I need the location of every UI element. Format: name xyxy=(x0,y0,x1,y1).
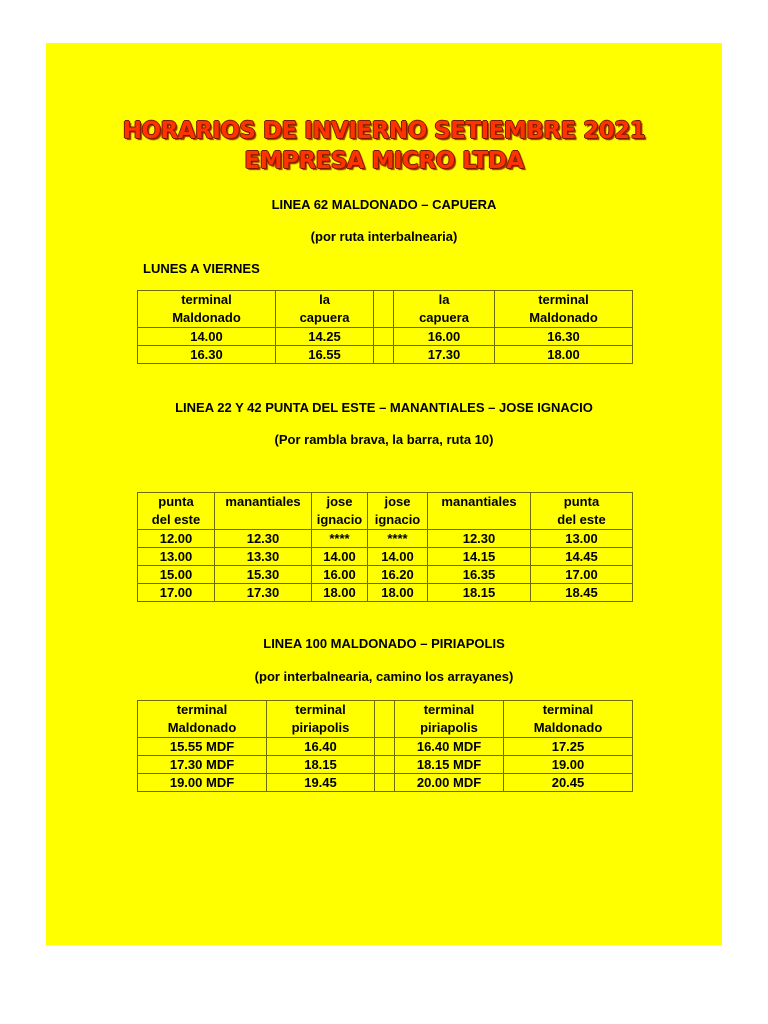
table-cell: 14.25 xyxy=(276,328,374,346)
line100-column-header xyxy=(375,701,395,738)
table-cell xyxy=(374,328,394,346)
line62-heading: LINEA 62 MALDONADO – CAPUERA xyxy=(271,197,497,212)
table-cell: 18.00 xyxy=(312,584,368,602)
column-header-line: manantiales xyxy=(225,494,301,509)
line100-column-header xyxy=(504,701,633,738)
table-cell: 15.00 xyxy=(138,566,215,584)
table-cell: 18.45 xyxy=(531,584,633,602)
table-cell: 16.00 xyxy=(394,328,495,346)
column-header-line xyxy=(428,511,530,529)
line62-days-label: LUNES A VIERNES xyxy=(143,261,260,276)
table-cell: 16.35 xyxy=(428,566,531,584)
table-row xyxy=(138,756,633,774)
table-cell: 16.30 xyxy=(138,346,276,364)
table-cell: 14.15 xyxy=(428,548,531,566)
table-cell: 16.30 xyxy=(495,328,633,346)
table-cell: 20.45 xyxy=(504,774,633,792)
table-cell: 15.55 MDF xyxy=(138,738,267,756)
table-cell: 18.15 xyxy=(428,584,531,602)
column-header-line: del este xyxy=(557,512,606,527)
line100-header-row xyxy=(138,701,633,738)
column-header-line: piriapolis xyxy=(291,720,350,735)
line22-42-header-row xyxy=(138,493,633,530)
line22-42-heading: LINEA 22 Y 42 PUNTA DEL ESTE – MANANTIALES – JOSE IGNACIO xyxy=(175,400,593,415)
table-cell: 15.30 xyxy=(215,566,312,584)
table-cell: 20.00 MDF xyxy=(395,774,504,792)
line22-42-column-header xyxy=(138,493,215,530)
table-cell: 17.30 xyxy=(215,584,312,602)
line62-subheading: (por ruta interbalnearia) xyxy=(310,229,458,244)
table-cell: 16.40 MDF xyxy=(395,738,504,756)
column-header-line: ignacio xyxy=(374,512,421,527)
line62-column-header xyxy=(276,291,374,328)
table-cell: 13.30 xyxy=(215,548,312,566)
main-title: HORARIOS DE INVIERNO SETIEMBRE 2021 xyxy=(122,118,646,144)
table-row xyxy=(138,346,633,364)
line62-schedule-table xyxy=(137,290,633,364)
table-cell: 18.15 MDF xyxy=(395,756,504,774)
table-cell: 12.30 xyxy=(215,530,312,548)
line100-column-header xyxy=(395,701,504,738)
column-header-line: la xyxy=(319,292,330,307)
column-header-line: terminal xyxy=(181,292,232,307)
table-cell: 12.30 xyxy=(428,530,531,548)
line22-42-column-header xyxy=(312,493,368,530)
column-header-line: capuera xyxy=(299,310,350,325)
line62-column-header xyxy=(394,291,495,328)
document-page xyxy=(46,43,722,945)
line22-42-column-header xyxy=(368,493,428,530)
column-header-line xyxy=(375,719,394,737)
table-cell xyxy=(374,346,394,364)
line22-42-subheading: (Por rambla brava, la barra, ruta 10) xyxy=(274,432,494,447)
table-cell: 17.30 xyxy=(394,346,495,364)
table-cell: 17.30 MDF xyxy=(138,756,267,774)
table-row xyxy=(138,548,633,566)
table-cell: **** xyxy=(368,530,428,548)
line22-42-schedule-table xyxy=(137,492,633,602)
column-header-line: punta xyxy=(158,494,194,509)
column-header-line: terminal xyxy=(538,292,589,307)
table-cell: 18.00 xyxy=(368,584,428,602)
column-header-line: Maldonado xyxy=(533,720,603,735)
table-cell: 18.15 xyxy=(267,756,375,774)
table-cell: 16.55 xyxy=(276,346,374,364)
table-cell xyxy=(375,756,395,774)
table-cell: 19.45 xyxy=(267,774,375,792)
column-header-line: Maldonado xyxy=(529,310,598,325)
table-cell: 17.00 xyxy=(531,566,633,584)
column-header-line: piriapolis xyxy=(420,720,478,735)
column-header-line xyxy=(374,291,393,309)
table-cell: 14.00 xyxy=(312,548,368,566)
table-cell xyxy=(375,774,395,792)
company-title: EMPRESA MICRO LTDA xyxy=(244,148,524,174)
table-cell: 14.00 xyxy=(368,548,428,566)
column-header-line: terminal xyxy=(176,702,228,717)
line100-column-header xyxy=(267,701,375,738)
line62-header-row xyxy=(138,291,633,328)
line62-column-header xyxy=(138,291,276,328)
table-cell: 14.45 xyxy=(531,548,633,566)
column-header-line: terminal xyxy=(423,702,475,717)
table-cell: 13.00 xyxy=(531,530,633,548)
table-cell: 13.00 xyxy=(138,548,215,566)
table-cell: 17.25 xyxy=(504,738,633,756)
line62-column-header xyxy=(374,291,394,328)
line100-column-header xyxy=(138,701,267,738)
table-cell xyxy=(375,738,395,756)
column-header-line: Maldonado xyxy=(172,310,241,325)
line62-column-header xyxy=(495,291,633,328)
table-cell: **** xyxy=(312,530,368,548)
table-cell: 16.00 xyxy=(312,566,368,584)
table-row xyxy=(138,328,633,346)
table-row xyxy=(138,566,633,584)
table-cell: 16.40 xyxy=(267,738,375,756)
column-header-line: del este xyxy=(151,512,201,527)
column-header-line xyxy=(215,511,311,529)
table-cell: 19.00 xyxy=(504,756,633,774)
table-cell: 14.00 xyxy=(138,328,276,346)
line100-heading: LINEA 100 MALDONADO – PIRIAPOLIS xyxy=(263,636,505,651)
column-header-line: capuera xyxy=(419,310,469,325)
line100-schedule-table xyxy=(137,700,633,792)
table-row xyxy=(138,584,633,602)
column-header-line: ignacio xyxy=(316,512,363,527)
table-cell: 17.00 xyxy=(138,584,215,602)
line22-42-column-header xyxy=(215,493,312,530)
column-header-line: terminal xyxy=(542,702,594,717)
table-row xyxy=(138,530,633,548)
line100-subheading: (por interbalnearia, camino los arrayanes) xyxy=(254,669,514,684)
column-header-line: Maldonado xyxy=(167,720,237,735)
column-header-line: terminal xyxy=(295,702,346,717)
column-header-line: jose xyxy=(326,494,353,509)
table-row xyxy=(138,774,633,792)
column-header-line: jose xyxy=(384,494,411,509)
table-cell: 12.00 xyxy=(138,530,215,548)
table-cell: 16.20 xyxy=(368,566,428,584)
line22-42-column-header xyxy=(428,493,531,530)
line22-42-column-header xyxy=(531,493,633,530)
column-header-line xyxy=(374,309,393,327)
column-header-line xyxy=(375,701,394,719)
column-header-line: punta xyxy=(563,494,600,509)
column-header-line: la xyxy=(438,292,450,307)
table-cell: 18.00 xyxy=(495,346,633,364)
column-header-line: manantiales xyxy=(441,494,517,509)
table-cell: 19.00 MDF xyxy=(138,774,267,792)
table-row xyxy=(138,738,633,756)
